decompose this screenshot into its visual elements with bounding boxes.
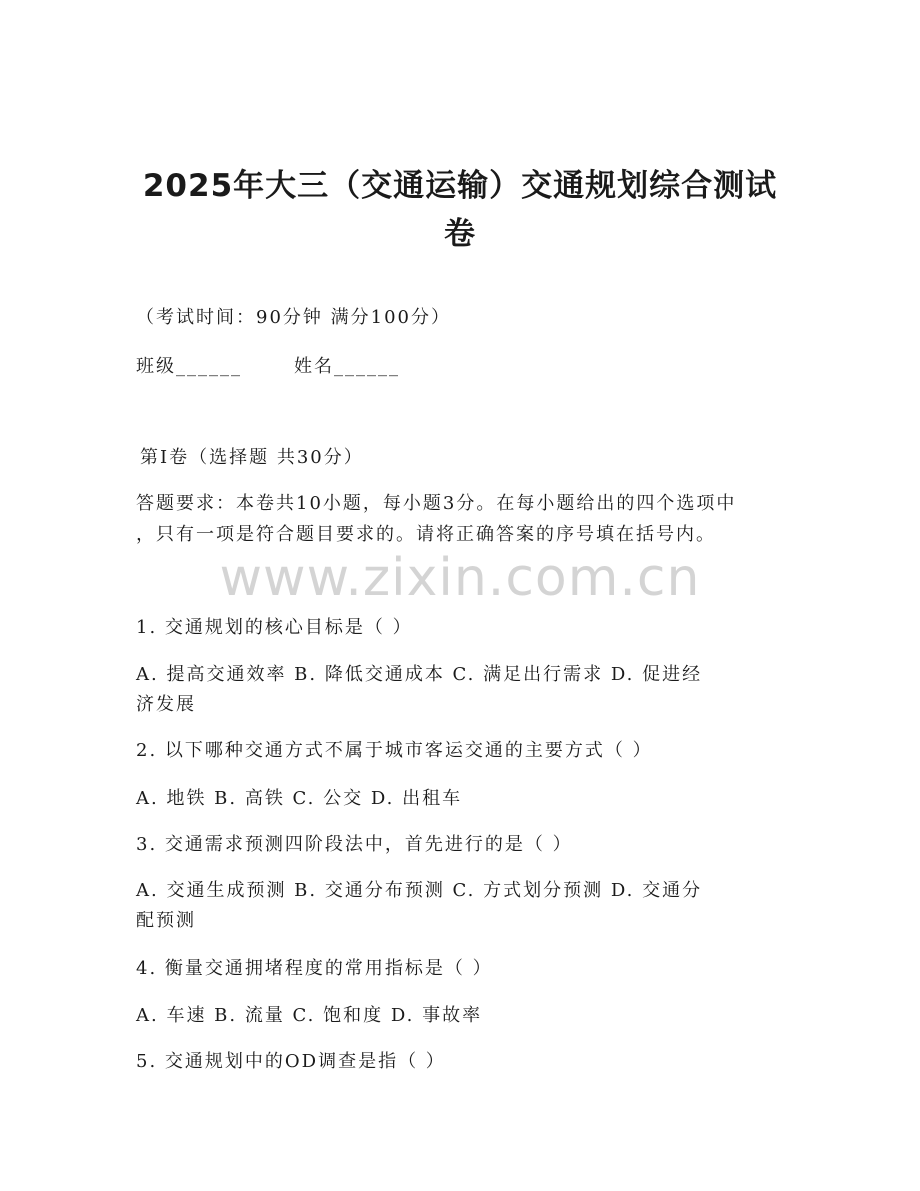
question-4-options: A. 车速 B. 流量 C. 饱和度 D. 事故率 bbox=[136, 1005, 483, 1026]
question-1-options-line-1: A. 提高交通效率 B. 降低交通成本 C. 满足出行需求 D. 促进经 bbox=[136, 664, 703, 685]
question-1-stem: 1. 交通规划的核心目标是（ ） bbox=[136, 617, 413, 638]
name-field-label: 姓名______ bbox=[294, 356, 400, 377]
question-3-options-line-2: 配预测 bbox=[136, 910, 196, 931]
instructions-line-1: 答题要求：本卷共10小题，每小题3分。在每小题给出的四个选项中 bbox=[136, 493, 737, 514]
class-field-label: 班级______ bbox=[136, 356, 242, 377]
question-3-options-line-1: A. 交通生成预测 B. 交通分布预测 C. 方式划分预测 D. 交通分 bbox=[136, 880, 703, 901]
question-5-stem: 5. 交通规划中的OD调查是指（ ） bbox=[136, 1051, 446, 1072]
question-2-options: A. 地铁 B. 高铁 C. 公交 D. 出租车 bbox=[136, 788, 463, 809]
section-header: 第Ⅰ卷（选择题 共30分） bbox=[140, 447, 364, 468]
instructions-line-2: ，只有一项是符合题目要求的。请将正确答案的序号填在括号内。 bbox=[136, 524, 716, 545]
document-title-line-2: 卷 bbox=[444, 216, 476, 252]
watermark: www.zixin.com.cn bbox=[219, 548, 701, 608]
document-title-line-1: 2025年大三（交通运输）交通规划综合测试 bbox=[142, 168, 778, 204]
question-1-options-line-2: 济发展 bbox=[136, 694, 196, 715]
question-2-stem: 2. 以下哪种交通方式不属于城市客运交通的主要方式（ ） bbox=[136, 740, 653, 761]
exam-info: （考试时间：90分钟 满分100分） bbox=[136, 307, 451, 328]
question-3-stem: 3. 交通需求预测四阶段法中，首先进行的是（ ） bbox=[136, 834, 573, 855]
question-4-stem: 4. 衡量交通拥堵程度的常用指标是（ ） bbox=[136, 958, 493, 979]
